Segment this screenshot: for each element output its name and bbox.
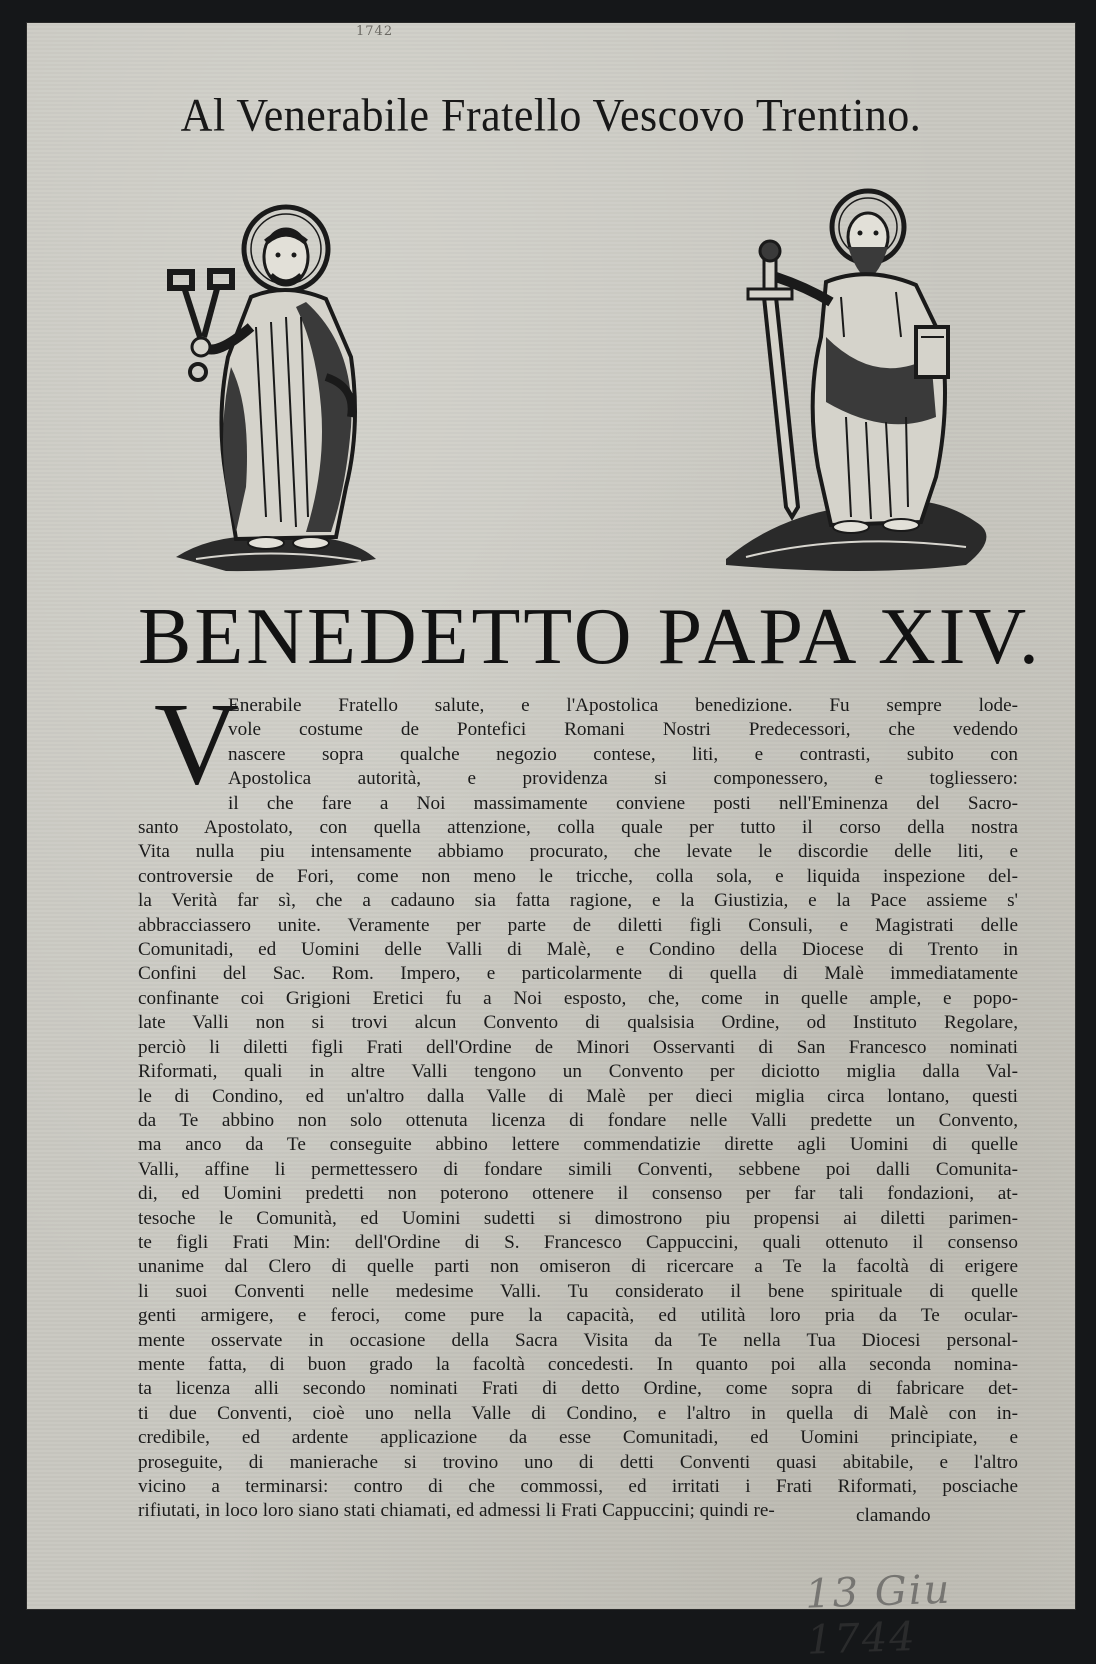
body-line: vole costume de Pontefici Romani Nostri Predecessori, che vedendo [228,719,1018,741]
body-line: abbracciassero unite. Veramente per parte de diletti figli Consuli, e Magistrati delle [138,914,1018,936]
body-line: santo Apostolato, con quella attenzione, colla quale per tutto il corso della nostra [138,817,1018,839]
brief-body [138,678,1018,1524]
body-line: Comunitadi, ed Uomini delle Valli di Malè, e Condino della Diocese di Trento in [138,939,1018,961]
body-line: tesoche le Comunità, ed Uomini sudetti si dimostrono piu propensi ai diletti parimen- [138,1207,1018,1229]
body-line: le di Condino, ed un'altro dalla Valle di Malè per dieci miglia circa lontano, questi [138,1085,1018,1107]
body-line: Valli, affine li permettessero di fondare simili Conventi, sebbene poi dalli Comunita- [138,1158,1018,1180]
body-line: ma anco da Te conseguite abbino lettere commendatizie dirette agli Uomini di quelle [138,1134,1018,1156]
catchword: clamando [856,1505,931,1526]
body-line: ti due Conventi, cioè uno nella Valle di Condino, e l'altro in quella di Malè con in- [138,1402,1018,1424]
pope-title: BENEDETTO PAPA XIV. [138,593,1042,681]
body-line: Enerabile Fratello salute, e l'Apostolica benedizione. Fu sempre lode- [228,695,1018,716]
saint-paul-woodcut-icon [726,187,1006,582]
body-line: credibile, ed ardente applicazione da esse Comunitadi, ed Uomini principiate, e [138,1427,1018,1449]
saint-peter-woodcut-icon [156,187,396,582]
body-line: perciò li diletti figli Frati dell'Ordine de Minori Osservanti di San Francesco nominati [138,1036,1018,1058]
body-line: genti armigere, e feroci, come pure la capacità, ed utilità loro pria da Te ocular- [138,1305,1018,1327]
body-line: mente fatta, di buon grado la facoltà concedesti. In quanto poi alla seconda nomina- [138,1353,1018,1375]
archive-mark: 1742 [356,24,394,39]
body-line: ta licenza alli secondo nominati Frati di detto Ordine, come sopra di fabricare det- [138,1378,1018,1400]
body-line: la Verità far sì, che a cadauno sia fatta ragione, e la Giustizia, e la Pace assieme s' [138,890,1018,912]
body-line: controversie de Fori, come non meno le tricche, colla sola, e liquida inspezione del- [138,865,1018,887]
body-line: Riformati, quali in altre Valli tengono un Convento per diciotto miglia dalla Val- [138,1061,1018,1083]
body-line: Apostolica autorità, e providenza si componessero, e togliessero: [228,768,1018,790]
body-line: li suoi Conventi nelle medesime Valli. Tu considerato il bene spirituale di quelle [138,1280,1018,1302]
drop-cap: V [154,678,240,809]
header-title: Al Venerabile Fratello Vescovo Trentino. [180,89,922,142]
body-line: Vita nulla piu intensamente abbiamo procurato, che levate le discordie delle liti, e [138,841,1018,863]
body-line: confinante coi Grigioni Eretici fu a Noi esposto, che, come in quelle ample, e popo- [138,987,1018,1009]
body-line: vicino a terminarsi: contro di che commossi, ed irritati i Frati Riformati, posciache [138,1476,1018,1497]
body-line: da Te abbino non solo ottenuta licenza di fondare nelle Valli predette un Convento, [138,1109,1018,1131]
body-line: nascere sopra qualche negozio contese, liti, e contrasti, subito con [228,743,1018,765]
body-line: il che fare a Noi massimamente conviene posti nell'Eminenza del Sacro- [228,792,1018,814]
body-line: proseguite, di manierache si trovino uno di detti Conventi quasi abitabile, e l'altro [138,1451,1018,1473]
body-line: mente osservate in occasione della Sacra Visita da Te nella Tua Diocesi personal- [138,1329,1018,1351]
body-line: late Valli non si trovi alcun Convento di qualsisia Ordine, od Instituto Regolare, [138,1012,1018,1034]
body-line: te figli Frati Min: dell'Ordine di S. Francesco Cappuccini, quali ottenuto il consenso [138,1231,1018,1253]
body-line: Confini del Sac. Rom. Impero, e particolarmente di quella di Malè immediatamente [138,963,1018,985]
handwritten-date: 13 Giu 1744 [804,1566,953,1664]
body-line: di, ed Uomini predetti non poterono ottenere il consenso per far tali fondazioni, at- [138,1183,1018,1205]
document-page [26,22,1076,1664]
body-line: unanime dal Clero di quelle parti non omiseron di ricercare a Te la facoltà di erigere [138,1256,1018,1278]
body-line: rifiutati, in loco loro siano stati chiamati, ed admessi li Frati Cappuccini; quindi re- [138,1500,775,1522]
